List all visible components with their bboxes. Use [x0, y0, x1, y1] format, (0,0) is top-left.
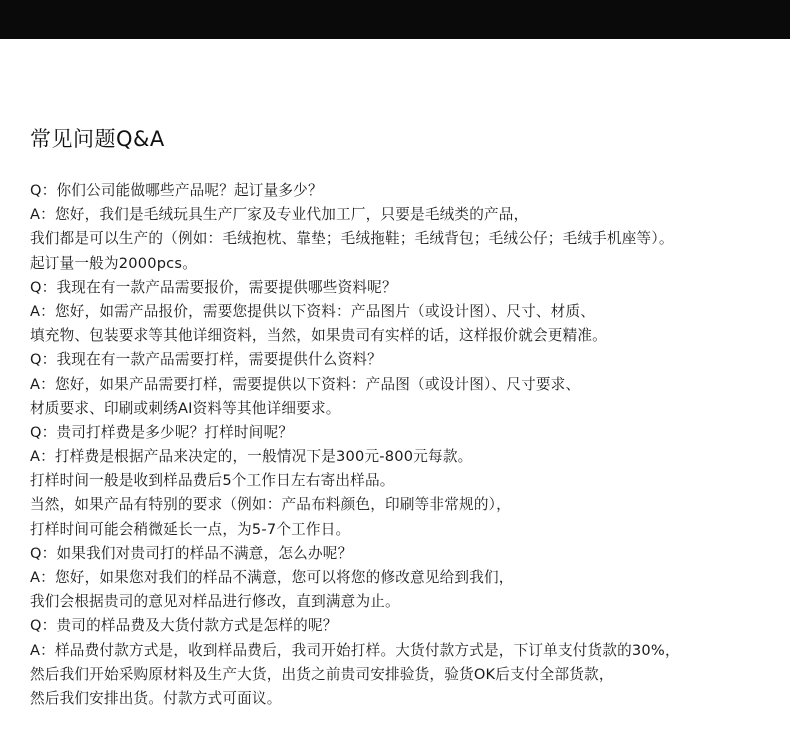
faq-line: Q：如果我们对贵司打的样品不满意，怎么办呢？: [30, 544, 353, 562]
top-banner-bar: [0, 0, 790, 39]
faq-content: [30, 179, 790, 711]
faq-line: Q：我现在有一款产品需要打样，需要提供什么资料？: [30, 351, 382, 369]
faq-line: 打样时间一般是收到样品费后5个工作日左右寄出样品。: [30, 472, 395, 490]
faq-line: A：您好，如果您对我们的样品不满意，您可以将您的修改意见给到我们，: [30, 569, 514, 586]
faq-line: A：打样费是根据产品来决定的，一般情况下是300元-800元每款。: [30, 448, 473, 466]
faq-line: 起订量一般为2000pcs。: [30, 254, 197, 272]
faq-line: 打样时间可能会稍微延长一点，为5-7个工作日。: [30, 520, 351, 538]
faq-line: 然后我们开始采购原材料及生产大货，出货之前贵司安排验货，验货OK后支付全部货款，: [30, 665, 614, 683]
faq-line: Q：我现在有一款产品需要报价，需要提供哪些资料呢？: [30, 278, 397, 296]
faq-line: 然后我们安排出货。付款方式可面议。: [30, 689, 282, 707]
faq-line: Q：贵司的样品费及大货付款方式是怎样的呢？: [30, 617, 338, 635]
faq-line: A：您好，如果产品需要打样，需要提供以下资料：产品图（或设计图）、尺寸要求、: [30, 375, 581, 393]
faq-line: Q：你们公司能做哪些产品呢？起订量多少？: [30, 182, 323, 199]
faq-line: 填充物、包装要求等其他详细资料，当然，如果贵司有实样的话，这样报价就会更精准。: [30, 327, 607, 345]
faq-line: A：样品费付款方式是，收到样品费后，我司开始打样。大货付款方式是，下订单支付货款的30%，: [30, 641, 680, 659]
faq-line: Q：贵司打样费是多少呢？打样时间呢？: [30, 423, 294, 441]
faq-line: 我们都是可以生产的（例如：毛绒抱枕、靠垫；毛绒拖鞋；毛绒背包；毛绒公仔；毛绒手机座等）。: [30, 230, 674, 248]
faq-line: 当然，如果产品有特别的要求（例如：产品布料颜色，印刷等非常规的），: [30, 496, 511, 514]
faq-line: 材质要求、印刷或刺绣AI资料等其他详细要求。: [30, 399, 341, 417]
faq-line: 我们会根据贵司的意见对样品进行修改，直到满意为止。: [30, 593, 400, 611]
faq-line: A：您好，如需产品报价，需要您提供以下资料：产品图片（或设计图）、尺寸、材质、: [30, 302, 596, 320]
page-title: 常见问题Q&A: [30, 127, 165, 151]
faq-line: A：您好，我们是毛绒玩具生产厂家及专业代加工厂，只要是毛绒类的产品，: [30, 206, 529, 224]
